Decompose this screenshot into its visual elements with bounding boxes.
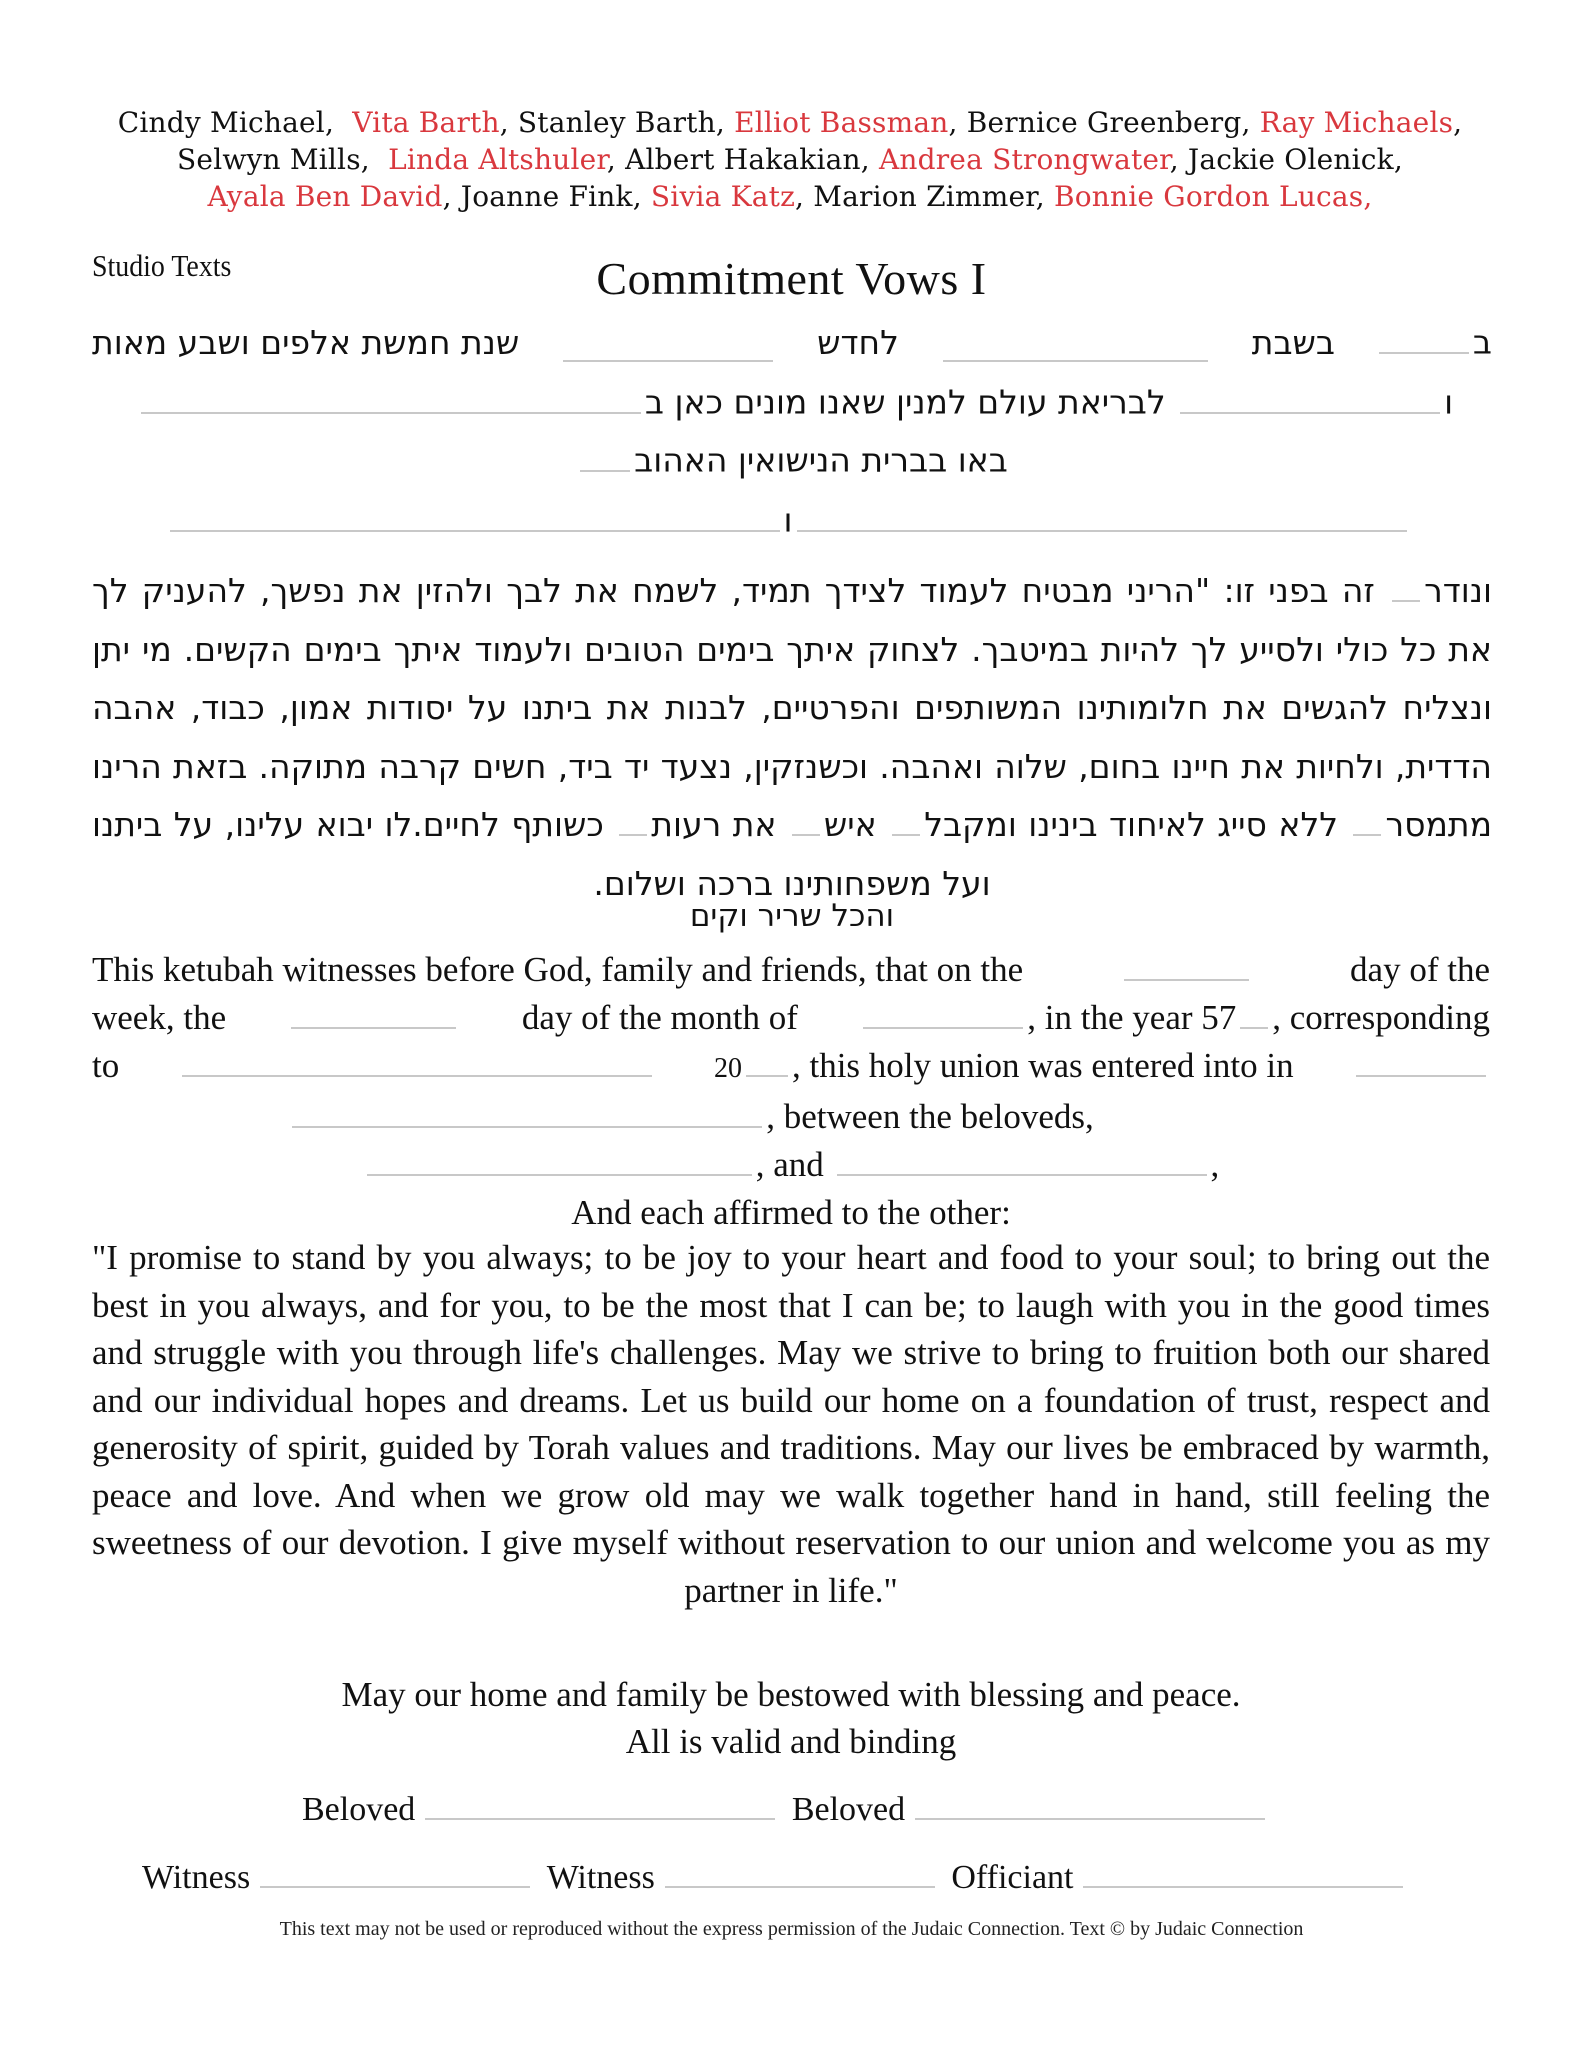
english-text: , in the year 57 <box>1027 998 1237 1037</box>
hebrew-prefix: ב <box>1472 322 1492 362</box>
hebrew-creation-text: לבריאת עולם למנין שאנו מונים כאן ב <box>644 382 1166 422</box>
contributor-name-highlighted: Andrea Strongwater <box>878 143 1170 176</box>
contributors-line-3: Ayala Ben David, Joanne Fink, Sivia Katz, Marion Zimmer, Bonnie Gordon Lucas, <box>207 180 1373 213</box>
affirmed-line: And each affirmed to the other: <box>571 1193 1011 1232</box>
english-text: day of the month of <box>521 998 798 1037</box>
contributor-name: Marion Zimmer <box>813 180 1036 213</box>
english-text: , corresponding <box>1272 998 1490 1037</box>
english-closing <box>92 1671 1490 1765</box>
signature-label: Officiant <box>951 1859 1074 1896</box>
contributor-name: Albert Hakakian <box>625 143 861 176</box>
hebrew-blank[interactable] <box>1392 570 1420 602</box>
hebrew-text: כשותף לחיים.לו יבוא עלינו, על ביתנו ועל משפחותינו ברכה ושלום. <box>92 805 991 903</box>
hebrew-vow-paragraph <box>92 562 1492 913</box>
hebrew-text: איש <box>823 805 877 844</box>
contributor-name-highlighted: Ayala Ben David <box>207 180 443 213</box>
day-of-week-blank[interactable] <box>1379 322 1469 354</box>
city-blank[interactable] <box>1356 1044 1486 1078</box>
day-of-month-blank[interactable] <box>943 330 1208 362</box>
day-of-week-blank[interactable] <box>1124 948 1249 982</box>
blessing-line: May our home and family be bestowed with blessing and peace. <box>341 1675 1241 1714</box>
hebrew-date-line <box>92 322 1492 362</box>
contributors-list <box>90 104 1490 215</box>
binding-line: All is valid and binding <box>625 1722 957 1761</box>
english-text: , between the beloveds, <box>766 1097 1094 1136</box>
hebrew-closing: והכל שריר וקים <box>689 898 895 934</box>
hebrew-blank[interactable] <box>619 804 647 836</box>
officiant-signature-line[interactable] <box>1083 1856 1403 1888</box>
english-text: to <box>92 1046 120 1085</box>
english-line-3 <box>92 1042 1490 1093</box>
document-title: Commitment Vows I <box>596 253 987 304</box>
hebrew-blank[interactable] <box>1353 804 1381 836</box>
contributors-line-1: Cindy Michael, Vita Barth, Stanley Barth, Elliot Bassman, Bernice Greenberg, Ray Michaels, <box>117 106 1463 139</box>
contributor-name: Bernice Greenberg <box>966 106 1242 139</box>
hebrew-month-word: לחדש <box>817 322 899 362</box>
contributors-line-2: Selwyn Mills, Linda Altshuler, Albert Hakakian, Andrea Strongwater, Jackie Olenick, <box>177 143 1403 176</box>
contributor-name: Stanley Barth <box>517 106 716 139</box>
contributor-name-highlighted: Vita Barth <box>352 106 500 139</box>
contributor-name: Cindy Michael <box>117 106 325 139</box>
name-blank-2[interactable] <box>170 500 780 532</box>
english-line-1 <box>92 946 1490 994</box>
day-of-month-blank[interactable] <box>291 996 456 1030</box>
hebrew-creation-line <box>135 382 1455 422</box>
hebrew-covenant-line <box>92 440 1492 480</box>
secular-date-blank[interactable] <box>182 1044 652 1078</box>
hebrew-day-of-week-group <box>1375 322 1492 362</box>
contributor-name-highlighted: Bonnie Gordon Lucas <box>1053 180 1364 213</box>
english-vow-paragraph: "I promise to stand by you always; to be joy to your heart and food to your soul; to bring out the best in you always, and for you, to be the most that I can be; to laugh with you in the good times and struggle with you through life's challenges. May we strive to bring to fruition both our shared and our individual hopes and dreams. Let us build our home on a foundation of trust, respect and generosity of spirit, guided by Torah values and traditions. May our lives be embraced by warmth, peace and love. And when we grow old may we walk together hand in hand, still feeling the sweetness of our devotion. I give myself without reservation to our union and welcome you as my partner in life." <box>92 1238 1490 1610</box>
english-text: day of the <box>1350 950 1490 989</box>
contributor-name-highlighted: Elliot Bassman <box>734 106 949 139</box>
signature-row-beloveds <box>302 1788 1273 1829</box>
contributor-name: Jackie Olenick <box>1187 143 1394 176</box>
hebrew-prefix: ו <box>1444 382 1454 422</box>
name-blank-1[interactable] <box>797 500 1407 532</box>
signature-label: Beloved <box>791 1791 906 1828</box>
studio-label: Studio Texts <box>92 248 232 283</box>
contributor-name: Joanne Fink <box>460 180 633 213</box>
signature-label: Witness <box>546 1859 655 1896</box>
english-text: , this holy union was entered into in <box>791 1046 1294 1085</box>
english-line-5 <box>92 1141 1490 1189</box>
hebrew-text: את רעות <box>651 805 777 844</box>
english-intro <box>92 946 1490 1237</box>
hebrew-blank[interactable] <box>892 804 920 836</box>
beloved-name-blank-2[interactable] <box>837 1143 1207 1177</box>
english-text: , <box>1210 1145 1220 1184</box>
hebrew-text: ונודר <box>1424 571 1492 610</box>
hebrew-names-line <box>148 500 1428 540</box>
month-blank[interactable] <box>863 996 1023 1030</box>
beloved-signature-line-2[interactable] <box>915 1788 1265 1820</box>
signature-label: Witness <box>142 1859 251 1896</box>
hebrew-text: זה בפני זו: "הריני מבטיח לעמוד לצידך תמיד, לשמח את לבך ולהזין את נפשך, להעניק לך את כל כולי ולסייע לך להיות במיטבך. לצחוק איתך בימים הטובים ולעמוד איתך בימים הקשים. מי יתן ונצליח להגשים את חלומותינו המשותפים והפרטיים, לבנות את ביתנו על יסודות אמון, כבוד, אהבה הדדית, ולחיות את חיינו בחום, שלוה ואהבה. וכשנזקין, נצעד יד ביד, חשים קרבה מתוקה. בזאת הרינו מתמסר <box>92 571 1492 844</box>
witness-signature-line-2[interactable] <box>665 1856 935 1888</box>
hebrew-and: ו <box>783 500 793 540</box>
location-blank[interactable] <box>141 382 641 414</box>
hebrew-day-word: בשבת <box>1251 322 1335 362</box>
year-blank[interactable] <box>1180 382 1440 414</box>
secular-year-blank[interactable] <box>746 1044 788 1078</box>
hebrew-covenant-text: באו בברית הנישואין האהוב <box>634 440 1008 480</box>
contributor-name-highlighted: Sivia Katz <box>650 180 796 213</box>
copyright-footer: This text may not be used or reproduced without the express permission of the Judaic Connection. Text © by Judaic Connection <box>279 1918 1304 1940</box>
witness-signature-line-1[interactable] <box>260 1856 530 1888</box>
covenant-blank[interactable] <box>580 440 630 472</box>
hebrew-year-blank[interactable] <box>1240 996 1268 1030</box>
signature-label: Beloved <box>302 1791 416 1828</box>
contributor-name: Selwyn Mills <box>177 143 361 176</box>
english-text: week, the <box>92 998 227 1037</box>
month-blank[interactable] <box>563 330 773 362</box>
contributor-name-highlighted: Linda Altshuler <box>388 143 607 176</box>
hebrew-year-text: שנת חמשת אלפים ושבע מאות <box>92 322 520 362</box>
contributor-name-highlighted: Ray Michaels <box>1259 106 1454 139</box>
english-text: 20 <box>713 1053 742 1084</box>
english-text: This ketubah witnesses before God, family and friends, that on the <box>92 950 1024 989</box>
english-line-4 <box>92 1093 1490 1141</box>
signature-row-witnesses <box>142 1856 1411 1897</box>
beloved-signature-line-1[interactable] <box>425 1788 775 1820</box>
hebrew-text: ללא סייג לאיחוד בינינו ומקבל <box>924 805 1338 844</box>
english-line-2 <box>92 994 1490 1042</box>
english-text: , and <box>755 1145 824 1184</box>
beloved-name-blank-1[interactable] <box>367 1143 752 1177</box>
hebrew-blank[interactable] <box>792 804 820 836</box>
place-blank[interactable] <box>292 1095 762 1129</box>
